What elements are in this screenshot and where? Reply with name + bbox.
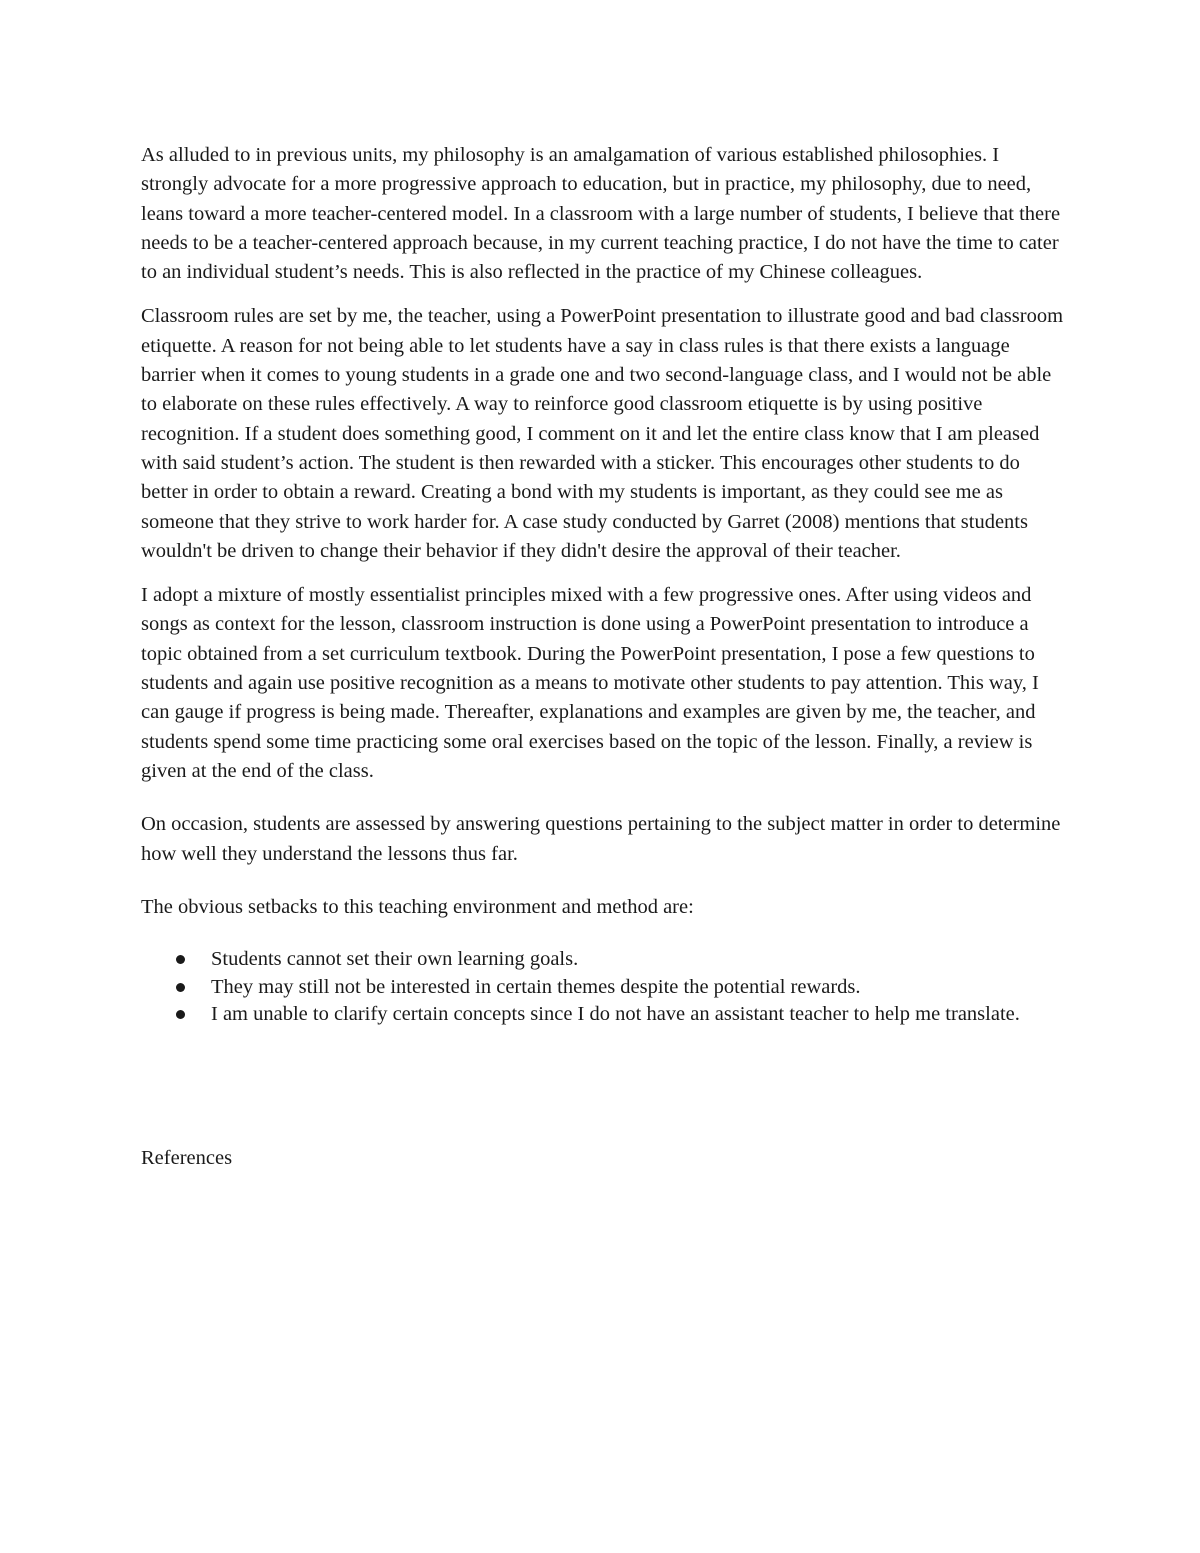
list-item xyxy=(211,1001,1066,1029)
list-item-text: They may still not be interested in certain themes despite the potential rewards. xyxy=(211,975,861,998)
document-page xyxy=(141,141,1066,1188)
list-item xyxy=(211,946,1066,974)
paragraph-setbacks-intro: The obvious setbacks to this teaching environment and method are: xyxy=(141,895,694,918)
list-item-text: I am unable to clarify certain concepts since I do not have an assistant teacher to help me translate. xyxy=(211,1003,1020,1026)
list-item xyxy=(211,974,1066,1002)
paragraph-assessment: On occasion, students are assessed by answering questions pertaining to the subject matter in order to determine how well they understand the lessons thus far. xyxy=(141,813,1061,865)
paragraph-classroom-rules: Classroom rules are set by me, the teacher, using a PowerPoint presentation to illustrate good and bad classroom etiquette. A reason for not being able to let students have a say in class rules is that there exists a language barrier when it comes to young students in a grade one and two second-language class, and I would not be able to elaborate on these rules effectively. A way to reinforce good classroom etiquette is by using positive recognition. If a student does something good, I comment on it and let the entire class know that I am pleased with said student’s action. The student is then rewarded with a sticker. This encourages other students to do better in order to obtain a reward. Creating a bond with my students is important, as they could see me as someone that they strive to work harder for. A case study conducted by Garret (2008) mentions that students wouldn't be driven to change their behavior if they didn't desire the approval of their teacher. xyxy=(141,305,1064,562)
bullet-icon xyxy=(176,983,185,992)
paragraph-philosophy: As alluded to in previous units, my philosophy is an amalgamation of various established philosophies. I strongly advocate for a more progressive approach to education, but in practice, my philosophy, due to need, leans toward a more teacher-centered model. In a classroom with a large number of students, I believe that there needs to be a teacher-centered approach because, in my current teaching practice, I do not have the time to cater to an individual student’s needs. This is also reflected in the practice of my Chinese colleagues. xyxy=(141,144,1061,284)
paragraph-instruction: I adopt a mixture of mostly essentialist principles mixed with a few progressive ones. After using videos and songs as context for the lesson, classroom instruction is done using a PowerPoint presentation to introduce a topic obtained from a set curriculum textbook. During the PowerPoint presentation, I pose a few questions to students and again use positive recognition as a means to motivate other students to pay attention. This way, I can gauge if progress is being made. Thereafter, explanations and examples are given by me, the teacher, and students spend some time practicing some oral exercises based on the topic of the lesson. Finally, a review is given at the end of the class. xyxy=(141,584,1039,782)
bullet-icon xyxy=(176,955,185,964)
bullet-icon xyxy=(176,1010,185,1019)
references-heading: References xyxy=(141,1146,233,1169)
setbacks-list xyxy=(141,946,1066,1029)
list-item-text: Students cannot set their own learning goals. xyxy=(211,948,579,971)
